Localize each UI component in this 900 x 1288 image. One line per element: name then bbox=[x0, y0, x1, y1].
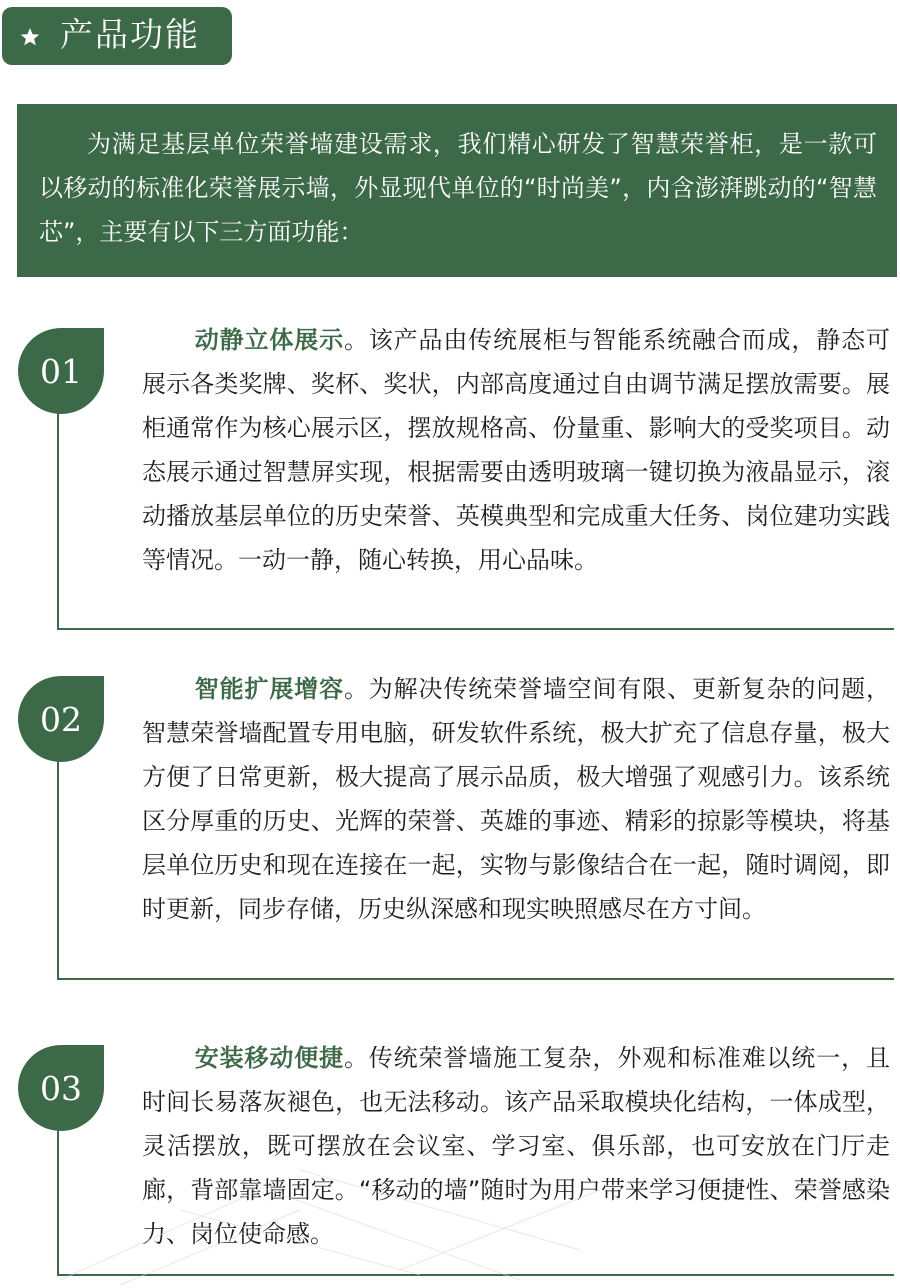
feature-01-title: 动静立体展示 bbox=[194, 326, 344, 354]
page-title: 产品功能 bbox=[60, 15, 200, 54]
feature-03-title: 安装移动便捷 bbox=[194, 1044, 344, 1072]
feature-02-badge: 02 bbox=[18, 676, 104, 762]
intro-box bbox=[17, 104, 897, 277]
feature-01-text bbox=[142, 318, 890, 582]
feature-01-divider bbox=[57, 628, 894, 630]
star-icon bbox=[20, 27, 40, 47]
background-decoration bbox=[0, 1150, 900, 1288]
feature-01-badge: 01 bbox=[18, 328, 104, 414]
feature-01-body: 。该产品由传统展柜与智能系统融合而成，静态可展示各类奖牌、奖杯、奖状，内部高度通过自由调节满足摆放需要。展柜通常作为核心展示区，摆放规格高、份量重、影响大的受奖项目。动态展示通过智慧屏实现，根据需要由透明玻璃一键切换为液晶显示，滚动播放基层单位的历史荣誉、英模典型和完成重大任务、岗位建功实践等情况。一动一静，随心转换，用心品味。 bbox=[142, 326, 890, 574]
feature-02-divider bbox=[57, 978, 894, 980]
intro-text: 为满足基层单位荣誉墙建设需求，我们精心研发了智慧荣誉柜，是一款可以移动的标准化荣誉展示墙，外显现代单位的“时尚美”，内含澎湃跳动的“智慧芯”，主要有以下三方面功能： bbox=[39, 130, 877, 246]
feature-02-body: 。为解决传统荣誉墙空间有限、更新复杂的问题，智慧荣誉墙配置专用电脑，研发软件系统，极大扩充了信息存量，极大方便了日常更新，极大提高了展示品质，极大增强了观感引力。该系统区分厚重的历史、光辉的荣誉、英雄的事迹、精彩的掠影等模块，将基层单位历史和现在连接在一起，实物与影像结合在一起，随时调阅，即时更新，同步存储，历史纵深感和现实映照感尽在方寸间。 bbox=[142, 675, 890, 923]
feature-03-badge: 03 bbox=[18, 1045, 104, 1131]
feature-02-title: 智能扩展增容 bbox=[194, 675, 344, 703]
feature-02-text bbox=[142, 667, 890, 931]
section-header bbox=[2, 7, 232, 65]
feature-03-body: 。传统荣誉墙施工复杂，外观和标准难以统一，且时间长易落灰褪色，也无法移动。该产品采取模块化结构，一体成型，灵活摆放，既可摆放在会议室、学习室、俱乐部，也可安放在门厅走廊，背部靠墙固定。“移动的墙”随时为用户带来学习便捷性、荣誉感染力、岗位使命感。 bbox=[142, 1044, 890, 1248]
